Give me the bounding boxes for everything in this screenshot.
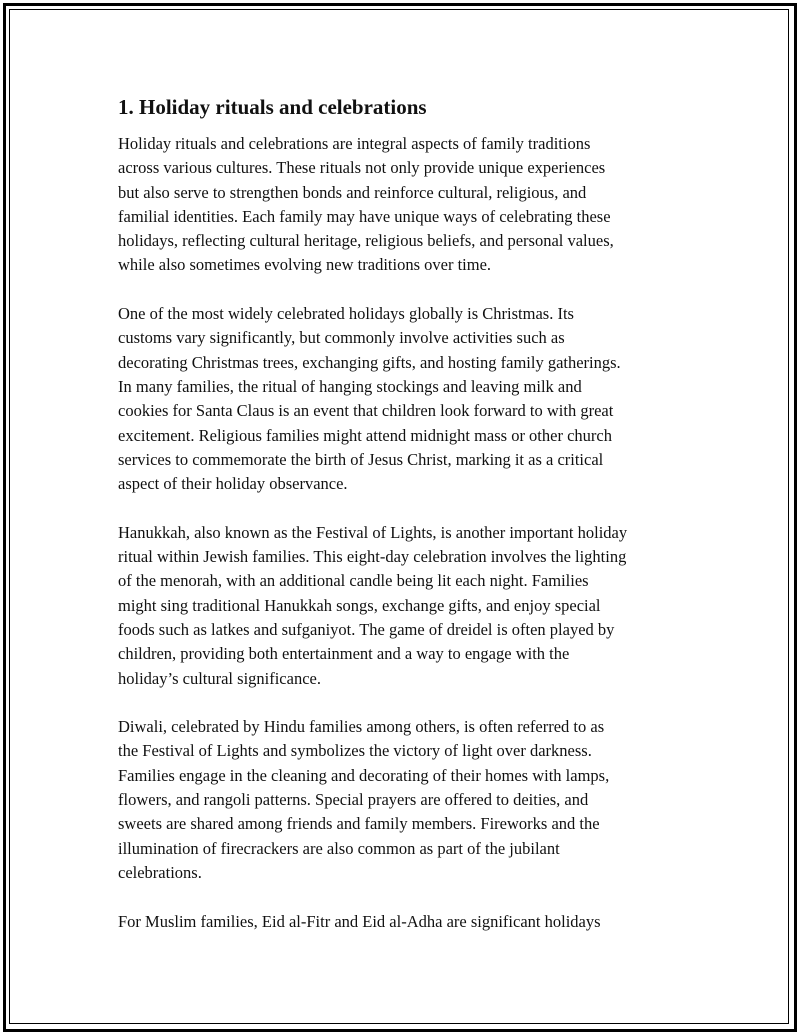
text-line: cookies for Santa Claus is an event that children look forward to with great [118, 401, 614, 421]
text-line: familial identities. Each family may have unique ways of celebrating these [118, 206, 611, 226]
text-line: holiday’s cultural significance. [118, 668, 321, 688]
text-line: foods such as latkes and sufganiyot. The game of dreidel is often played by [118, 619, 615, 639]
text-line: but also serve to strengthen bonds and reinforce cultural, religious, and [118, 182, 587, 202]
text-line: decorating Christmas trees, exchanging gifts, and hosting family gatherings. [118, 352, 621, 372]
text-line: services to commemorate the birth of Jesus Christ, marking it as a critical [118, 449, 604, 469]
body-paragraph [118, 521, 698, 691]
text-line: celebrations. [118, 862, 202, 882]
body-paragraph [118, 132, 698, 278]
section-heading: 1. Holiday rituals and celebrations [118, 95, 427, 119]
text-line: across various cultures. These rituals not only provide unique experiences [118, 158, 606, 178]
text-line: holidays, reflecting cultural heritage, religious beliefs, and personal values, [118, 231, 614, 251]
text-line: Hanukkah, also known as the Festival of Lights, is another important holiday [118, 522, 628, 542]
text-line: the Festival of Lights and symbolizes the victory of light over darkness. [118, 741, 592, 761]
text-line: excitement. Religious families might attend midnight mass or other church [118, 425, 612, 445]
body-paragraph [118, 715, 698, 885]
text-line: while also sometimes evolving new traditions over time. [118, 255, 492, 275]
body-paragraph [118, 910, 698, 934]
text-line: might sing traditional Hanukkah songs, exchange gifts, and enjoy special [118, 595, 601, 615]
text-line: children, providing both entertainment and a way to engage with the [118, 644, 570, 664]
text-line: In many families, the ritual of hanging stockings and leaving milk and [118, 376, 582, 396]
text-line: One of the most widely celebrated holidays globally is Christmas. Its [118, 304, 574, 324]
text-line: aspect of their holiday observance. [118, 474, 348, 494]
document-body [118, 93, 698, 958]
text-line: Families engage in the cleaning and decorating of their homes with lamps, [118, 765, 610, 785]
text-line: For Muslim families, Eid al-Fitr and Eid al-Adha are significant holidays [118, 911, 601, 931]
text-line: flowers, and rangoli patterns. Special prayers are offered to deities, and [118, 790, 589, 810]
text-line: sweets are shared among friends and family members. Fireworks and the [118, 814, 600, 834]
text-line: illumination of firecrackers are also common as part of the jubilant [118, 838, 560, 858]
body-paragraph [118, 302, 698, 496]
text-line: customs vary significantly, but commonly involve activities such as [118, 328, 565, 348]
text-line: ritual within Jewish families. This eight-day celebration involves the lighting [118, 547, 627, 567]
text-line: of the menorah, with an additional candle being lit each night. Families [118, 571, 589, 591]
paragraph-list [118, 132, 698, 934]
text-line: Diwali, celebrated by Hindu families among others, is often referred to as [118, 717, 605, 737]
text-line: Holiday rituals and celebrations are integral aspects of family traditions [118, 134, 591, 153]
